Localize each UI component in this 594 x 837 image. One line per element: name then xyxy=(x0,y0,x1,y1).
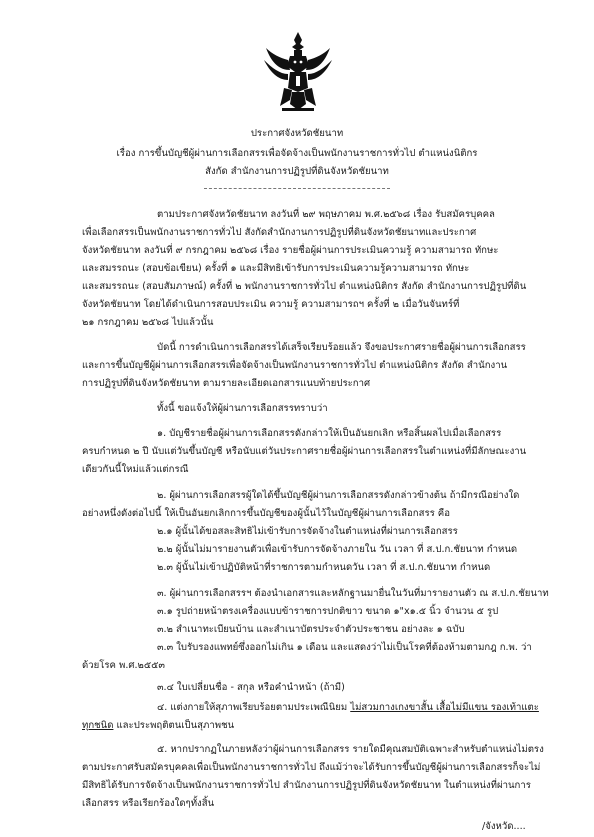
item3-sub-line: ๓.๒ สำเนาทะเบียนบ้าน และสำเนาบัตรประจำตัวประชาชน อย่างละ ๑ ฉบับ xyxy=(157,624,465,635)
issuer-title: ประกาศจังหวัดชัยนาท xyxy=(250,128,344,139)
item5-line: มีสิทธิได้รับการจัดจ้างเป็นพนักงานราชการทั่วไป สำนักงานการปฏิรูปที่ดินจังหวัดชัยนาท ในตำแหน่งที่ผ่านการ xyxy=(82,780,531,791)
continuation-marker: /จังหวัด.... xyxy=(482,821,526,832)
p1-line: และสมรรถนะ (สอบสัมภาษณ์) ครั้งที่ ๒ พนักงานราชการทั่วไป ตำแหน่งนิติกร สังกัด สำนักงานการปฏิรูปที่ดิน xyxy=(82,281,527,292)
item3-sub-line: ๓.๑ รูปถ่ายหน้าตรงเครื่องแบบข้าราชการปกติขาว ขนาด ๑"x๑.๕ นิ้ว จำนวน ๕ รูป xyxy=(157,606,499,617)
item2-sub-line: ๒.๑ ผู้นั้นได้ขอสละสิทธิไม่เข้ารับการจัดจ้างในตำแหน่งที่ผ่านการเลือกสรร xyxy=(157,526,458,537)
p2-line: การปฏิรูปที่ดินจังหวัดชัยนาท ตามรายละเอียดเอกสารแนบท้ายประกาศ xyxy=(82,378,371,389)
subject-line-2: สังกัด สำนักงานการปฏิรูปที่ดินจังหวัดชัยนาท xyxy=(205,166,389,177)
p1-line: จังหวัดชัยนาท ลงวันที่ ๙ กรกฎาคม ๒๕๖๘ เรื่อง รายชื่อผู้ผ่านการประเมินความรู้ ความสามารถ ทักษะ xyxy=(82,245,499,256)
item2-line: ๒. ผู้ผ่านการเลือกสรรผู้ใดได้ขึ้นบัญชีผู้ผ่านการเลือกสรรดังกล่าวข้างต้น ถ้ามีกรณีอย่างใด xyxy=(157,490,520,501)
item4-underlined-text: ทุกชนิด xyxy=(82,720,114,731)
item5-line: เลือกสรร หรือเรียกร้องใดๆทั้งสิ้น xyxy=(82,798,215,809)
item3-sub-line: ๓.๔ ใบเปลี่ยนชื่อ - สกุล หรือคำนำหน้า (ถ้ามี) xyxy=(157,682,345,693)
item1-line: ๑. บัญชีรายชื่อผู้ผ่านการเลือกสรรดังกล่าวให้เป็นอันยกเลิก หรือสิ้นผลไปเมื่อเลือกสรร xyxy=(157,428,502,439)
p1-line: ตามประกาศจังหวัดชัยนาท ลงวันที่ ๒๙ พฤษภาคม พ.ศ.๒๕๖๘ เรื่อง รับสมัครบุคคล xyxy=(157,209,495,220)
item2-line: อย่างหนึ่งดังต่อไปนี้ ให้เป็นอันยกเลิกการขึ้นบัญชีของผู้นั้นไว้ในบัญชีผู้ผ่านการเลือกสรร คือ xyxy=(82,508,450,519)
item5-line: ตามประกาศรับสมัครบุคคลเพื่อเป็นพนักงานราชการทั่วไป ถึงแม้ว่าจะได้รับการขึ้นบัญชีผู้ผ่านการเลือกสรรก็จะไม่ xyxy=(82,762,541,773)
item4-line xyxy=(157,702,539,714)
p3-line: ทั้งนี้ ขอแจ้งให้ผู้ผ่านการเลือกสรรทราบว่า xyxy=(157,403,328,414)
item5-line: ๕. หากปรากฏในภายหลังว่าผู้ผ่านการเลือกสรร รายใดมีคุณสมบัติเฉพาะสำหรับตำแหน่งไม่ตรง xyxy=(157,744,544,755)
p2-line: และการขึ้นบัญชีผู้ผ่านการเลือกสรรเพื่อจัดจ้างเป็นพนักงานราชการทั่วไป ตำแหน่งนิติกร สังกัด สำนักงาน xyxy=(82,360,508,371)
item3-line: ๓. ผู้ผ่านการเลือกสรรฯ ต้องนำเอกสารและหลักฐานมายื่นในวันที่มารายงานตัว ณ ส.ป.ก.ชัยนาท xyxy=(157,588,549,599)
header-divider xyxy=(204,188,390,189)
item3-sub-line: ๓.๓ ใบรับรองแพทย์ซึ่งออกไม่เกิน ๑ เดือน และแสดงว่าไม่เป็นโรคที่ต้องห้ามตามกฎ ก.พ. ว่า xyxy=(157,642,532,653)
p1-line: จังหวัดชัยนาท โดยได้ดำเนินการสอบประเมิน ความรู้ ความสามารถฯ ครั้งที่ ๒ เมื่อวันจันทร์ที่ xyxy=(82,299,460,310)
p1-line: และสมรรถนะ (สอบข้อเขียน) ครั้งที่ ๑ และมีสิทธิเข้ารับการประเมินความรู้ความสามารถ ทักษะ xyxy=(82,263,470,274)
item4-underlined-text: ไม่สวมกางเกงขาสั้น เสื้อไม่มีแขน รองเท้าแตะ xyxy=(350,702,539,713)
item4-text: และประพฤติตนเป็นสุภาพชน xyxy=(113,720,235,731)
item4-line xyxy=(82,720,234,732)
item4-text: ๔. แต่งกายให้สุภาพเรียบร้อยตามประเพณีนิยม xyxy=(157,702,351,713)
item1-line: ครบกำหนด ๒ ปี นับแต่วันขึ้นบัญชี หรือนับแต่วันประกาศรายชื่อผู้ผ่านการเลือกสรรในตำแหน่งที่มีลักษณะงาน xyxy=(82,446,527,457)
p2-line: บัดนี้ การดำเนินการเลือกสรรได้เสร็จเรียบร้อยแล้ว จึงขอประกาศรายชื่อผู้ผ่านการเลือกสรร xyxy=(157,342,526,353)
p1-line: ๒๑ กรกฎาคม ๒๕๖๘ ไปแล้วนั้น xyxy=(82,317,214,328)
item2-sub-line: ๒.๒ ผู้นั้นไม่มารายงานตัวเพื่อเข้ารับการจัดจ้างภายใน วัน เวลา ที่ ส.ป.ก.ชัยนาท กำหนด xyxy=(157,544,518,555)
garuda-emblem-icon xyxy=(262,30,334,114)
item3-sub-line: ด้วยโรค พ.ศ.๒๕๕๓ xyxy=(82,660,165,671)
item2-sub-line: ๒.๓ ผู้นั้นไม่เข้าปฏิบัติหน้าที่ราชการตามกำหนดวัน เวลา ที่ ส.ป.ก.ชัยนาท กำหนด xyxy=(157,562,491,573)
item1-line: เดียวกันนี้ใหม่แล้วแต่กรณี xyxy=(82,464,189,475)
p1-line: เพื่อเลือกสรรเป็นพนักงานราชการทั่วไป สังกัดสำนักงานการปฏิรูปที่ดินจังหวัดชัยนาทและประกาศ xyxy=(82,227,477,238)
subject-line-1: เรื่อง การขึ้นบัญชีผู้ผ่านการเลือกสรรเพื่อจัดจ้างเป็นพนักงานราชการทั่วไป ตำแหน่งนิติกร xyxy=(116,148,478,159)
